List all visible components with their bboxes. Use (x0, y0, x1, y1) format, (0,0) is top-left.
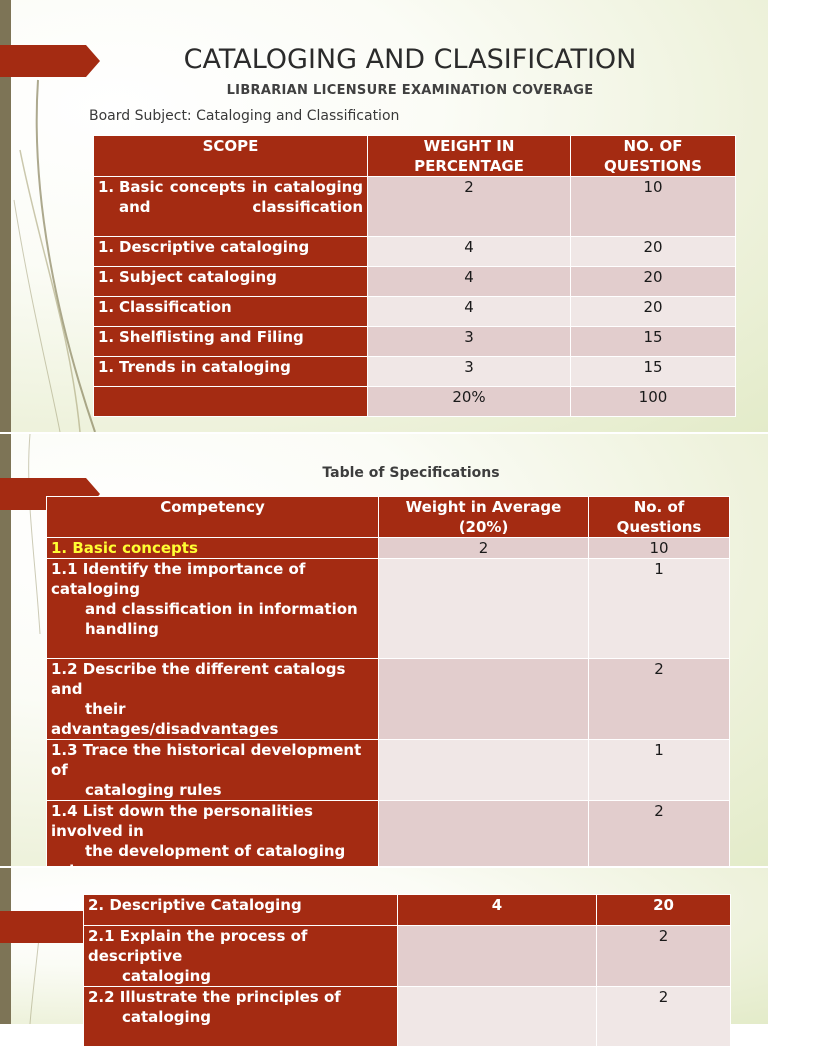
scope-cell (94, 237, 368, 267)
questions-cell: 2 (597, 926, 731, 987)
section-label: 2. Descriptive Cataloging (84, 895, 398, 926)
header-scope: SCOPE (94, 136, 368, 177)
competency-line: the development of cataloging (85, 842, 346, 860)
scope-label: Classification (119, 298, 232, 316)
weight-cell (379, 801, 589, 872)
title-arrow (0, 911, 84, 943)
table-total-row (94, 387, 736, 417)
competency-line: 1.4 List down the personalities involved in (51, 802, 313, 840)
total-weight-cell: 20% (368, 387, 571, 417)
scope-cell (94, 267, 368, 297)
page-subtitle: LIBRARIAN LICENSURE EXAMINATION COVERAGE (226, 83, 594, 98)
competency-line: 1.2 Describe the different catalogs and (51, 660, 346, 698)
slide-2 (0, 434, 768, 866)
weight-cell: 2 (379, 538, 589, 559)
questions-cell: 1 (589, 559, 730, 659)
section-weight: 4 (398, 895, 597, 926)
scope-number: 1. (98, 298, 115, 316)
weight-cell: 2 (368, 177, 571, 237)
competency-cell (47, 559, 379, 659)
questions-cell: 20 (571, 297, 736, 327)
table-row (84, 987, 731, 1047)
competency-line: handling (85, 620, 159, 638)
questions-cell: 1 (589, 740, 730, 801)
table-caption: Table of Specifications (322, 465, 500, 481)
total-questions-cell: 100 (571, 387, 736, 417)
competency-cell (47, 659, 379, 740)
competency-line: their (85, 700, 126, 718)
questions-cell: 15 (571, 327, 736, 357)
table-row (47, 740, 730, 801)
weight-cell: 3 (368, 357, 571, 387)
header-weight: WEIGHT IN PERCENTAGE (368, 136, 571, 177)
section-label: 1. Basic concepts (47, 538, 379, 559)
table-row (94, 237, 736, 267)
competency-line: and classification in information (85, 600, 358, 618)
questions-cell: 2 (589, 659, 730, 740)
questions-cell: 20 (571, 237, 736, 267)
questions-cell: 2 (597, 987, 731, 1047)
table-row (84, 926, 731, 987)
competency-line: 2.2 Illustrate the principles of (88, 988, 341, 1006)
decorative-swirl (0, 868, 80, 1024)
questions-cell: 20 (571, 267, 736, 297)
competency-line: 2.1 Explain the process of descriptive (88, 927, 308, 965)
slide-1 (0, 0, 768, 432)
table-row (94, 327, 736, 357)
table-row (47, 659, 730, 740)
scope-table (93, 135, 736, 417)
scope-cell (94, 327, 368, 357)
left-bar (0, 868, 11, 1024)
header-questions: NO. OF QUESTIONS (571, 136, 736, 177)
table-row (47, 559, 730, 659)
competency-line: 1.1 Identify the importance of cataloging (51, 560, 306, 598)
weight-cell (398, 926, 597, 987)
specification-table (46, 496, 730, 872)
weight-cell: 4 (368, 267, 571, 297)
questions-cell: 2 (589, 801, 730, 872)
competency-cell (84, 926, 398, 987)
scope-number: 1. (98, 178, 115, 196)
questions-cell: 15 (571, 357, 736, 387)
scope-cell (94, 297, 368, 327)
header-questions: No. of Questions (589, 497, 730, 538)
scope-number: 1. (98, 328, 115, 346)
section-row (47, 538, 730, 559)
questions-cell: 10 (571, 177, 736, 237)
scope-number: 1. (98, 358, 115, 376)
table-header-row (94, 136, 736, 177)
scope-label: Shelflisting and Filing (119, 328, 304, 346)
weight-cell: 4 (368, 297, 571, 327)
weight-cell (379, 740, 589, 801)
competency-line: advantages/disadvantages (51, 720, 279, 738)
competency-line: cataloging rules (85, 781, 222, 799)
competency-cell (47, 740, 379, 801)
competency-cell (84, 987, 398, 1047)
weight-cell: 3 (368, 327, 571, 357)
scope-number: 1. (98, 268, 115, 286)
weight-cell (398, 987, 597, 1047)
weight-cell (379, 659, 589, 740)
header-competency: Competency (47, 497, 379, 538)
table-row (94, 267, 736, 297)
scope-label: Trends in cataloging (119, 358, 291, 376)
page-title: CATALOGING AND CLASIFICATION (183, 44, 637, 75)
specification-table-continued (83, 894, 731, 1047)
competency-line: 1.3 Trace the historical development of (51, 741, 362, 779)
weight-cell (379, 559, 589, 659)
table-row (47, 801, 730, 872)
table-row (94, 357, 736, 387)
competency-line: cataloging (122, 1008, 212, 1026)
table-header-row (47, 497, 730, 538)
scope-label: Subject cataloging (119, 268, 277, 286)
scope-number: 1. (98, 238, 115, 256)
table-row (94, 297, 736, 327)
slide-3 (0, 868, 768, 1024)
scope-label: Descriptive cataloging (119, 238, 310, 256)
competency-cell (47, 801, 379, 872)
total-scope-cell (94, 387, 368, 417)
weight-cell: 4 (368, 237, 571, 267)
questions-cell: 10 (589, 538, 730, 559)
scope-label: Basic concepts in cataloging and classification (119, 178, 363, 216)
scope-cell (94, 357, 368, 387)
section-questions: 20 (597, 895, 731, 926)
scope-cell (94, 177, 368, 237)
section-row (84, 895, 731, 926)
header-weight: Weight in Average (20%) (379, 497, 589, 538)
table-row (94, 177, 736, 237)
board-subject: Board Subject: Cataloging and Classification (89, 108, 400, 124)
competency-line: cataloging (122, 967, 212, 985)
